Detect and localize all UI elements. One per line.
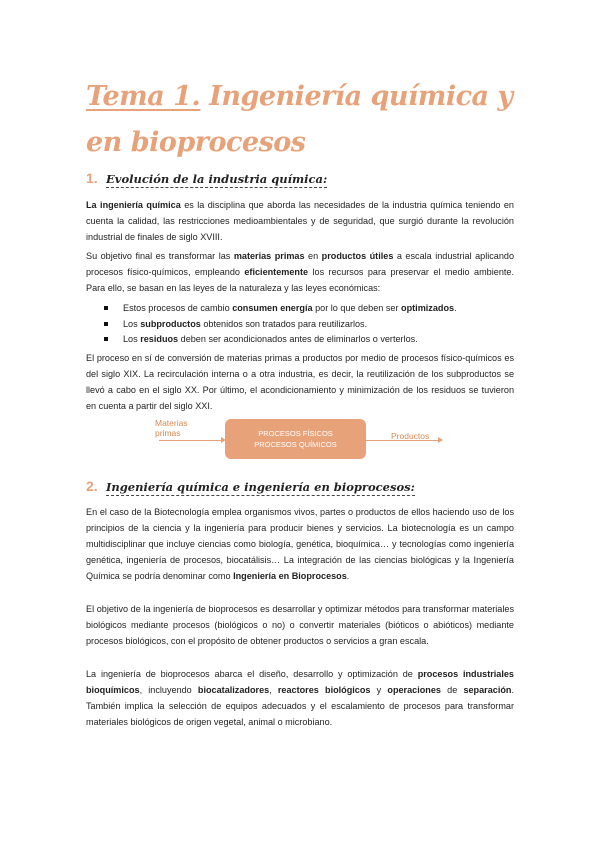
box-line-1: PROCESOS FÍSICOS bbox=[258, 429, 333, 438]
page-title bbox=[86, 74, 516, 166]
section-1-heading bbox=[86, 170, 327, 188]
square-bullet-icon bbox=[104, 337, 108, 341]
diagram-input-label: Materias primas bbox=[155, 418, 188, 438]
square-bullet-icon bbox=[104, 306, 108, 310]
paragraph-history: El proceso en sí de conversión de materias primas a productos por medio de procesos físico-químicos es del siglo XIX. La recirculación interna o a otra industria, es decir, la reutilización de los subproductos se llevó a cabo en el siglo XX. Por último, el acondicionamiento y minimización de los residuos se tuvieron en cuenta a partir del siglo XXI. bbox=[86, 353, 514, 411]
section-2-heading bbox=[86, 478, 415, 496]
paragraph-bioprocess-objective: El objetivo de la ingeniería de bioprocesos es desarrollar y optimizar métodos para transformar materiales biológicos mediante procesos (biológicos o no) o convertir materiales (bióticos o abióticos) mediante procesos biológicos, con el propósito de obtener productos o servicios a gran escala. bbox=[86, 604, 514, 646]
list-item: Los subproductos obtenidos son tratados para reutilizarlos. bbox=[104, 317, 514, 333]
input-arrow bbox=[159, 440, 223, 441]
process-diagram bbox=[155, 414, 445, 464]
section-2-title: Ingeniería química e ingeniería en bioprocesos: bbox=[106, 480, 415, 494]
diagram-process-box bbox=[225, 419, 366, 459]
list-item: Estos procesos de cambio consumen energía por lo que deben ser optimizados. bbox=[104, 301, 514, 317]
paragraph-bioprocess-scope: La ingeniería de bioprocesos abarca el diseño, desarrollo y optimización de procesos industriales bioquímicos, incluyendo biocatalizadores, reactores biológicos y operaciones de separación. También implica la selección de equipos adecuados y el escalamiento de procesos para transformar materiales biológicos de origen vegetal, animal o microbiano. bbox=[86, 669, 514, 727]
section-1-number: 1. bbox=[86, 170, 98, 186]
section-2-number: 2. bbox=[86, 478, 98, 494]
bullet-list bbox=[104, 301, 514, 348]
section-1-title: Evolución de la industria química: bbox=[106, 172, 328, 186]
title-topic-number: Tema 1. bbox=[86, 81, 201, 112]
square-bullet-icon bbox=[104, 322, 108, 326]
paragraph-biotechnology: En el caso de la Biotecnología emplea organismos vivos, partes o productos de ellos haciendo uso de los principios de la ciencia y la ingeniería para producir bienes y servicios. La biotecnología es un campo multidisciplinar que incluye ciencias como biología, genética, bioquímica… y tecnologías como ingeniería genética, ingeniería de procesos, biocatálisis… La integración de las ciencias biológicas y la Ingeniería Química se podría denominar como Ingeniería en Bioprocesos. bbox=[86, 507, 514, 581]
paragraph-definition: La ingeniería química es la disciplina que aborda las necesidades de la industria química teniendo en cuenta la calidad, las restricciones medioambientales y de seguridad, que surgió durante la revolución industrial de finales de siglo XVIII. bbox=[86, 200, 514, 242]
list-item: Los residuos deben ser acondicionados antes de eliminarlos o verterlos. bbox=[104, 332, 514, 348]
diagram-output-label: Productos bbox=[391, 431, 430, 441]
title-topic-name: Ingeniería química y en bioprocesos bbox=[86, 81, 513, 158]
paragraph-objective: Su objetivo final es transformar las materias primas en productos útiles a escala industrial aplicando procesos físico-químicos, empleando eficientemente los recursos para preservar el medio ambiente. Para ello, se basan en las leyes de la naturaleza y las leyes económicas: bbox=[86, 251, 515, 293]
arrow-head-icon bbox=[438, 437, 443, 443]
box-line-2: PROCESOS QUÍMICOS bbox=[254, 440, 337, 449]
